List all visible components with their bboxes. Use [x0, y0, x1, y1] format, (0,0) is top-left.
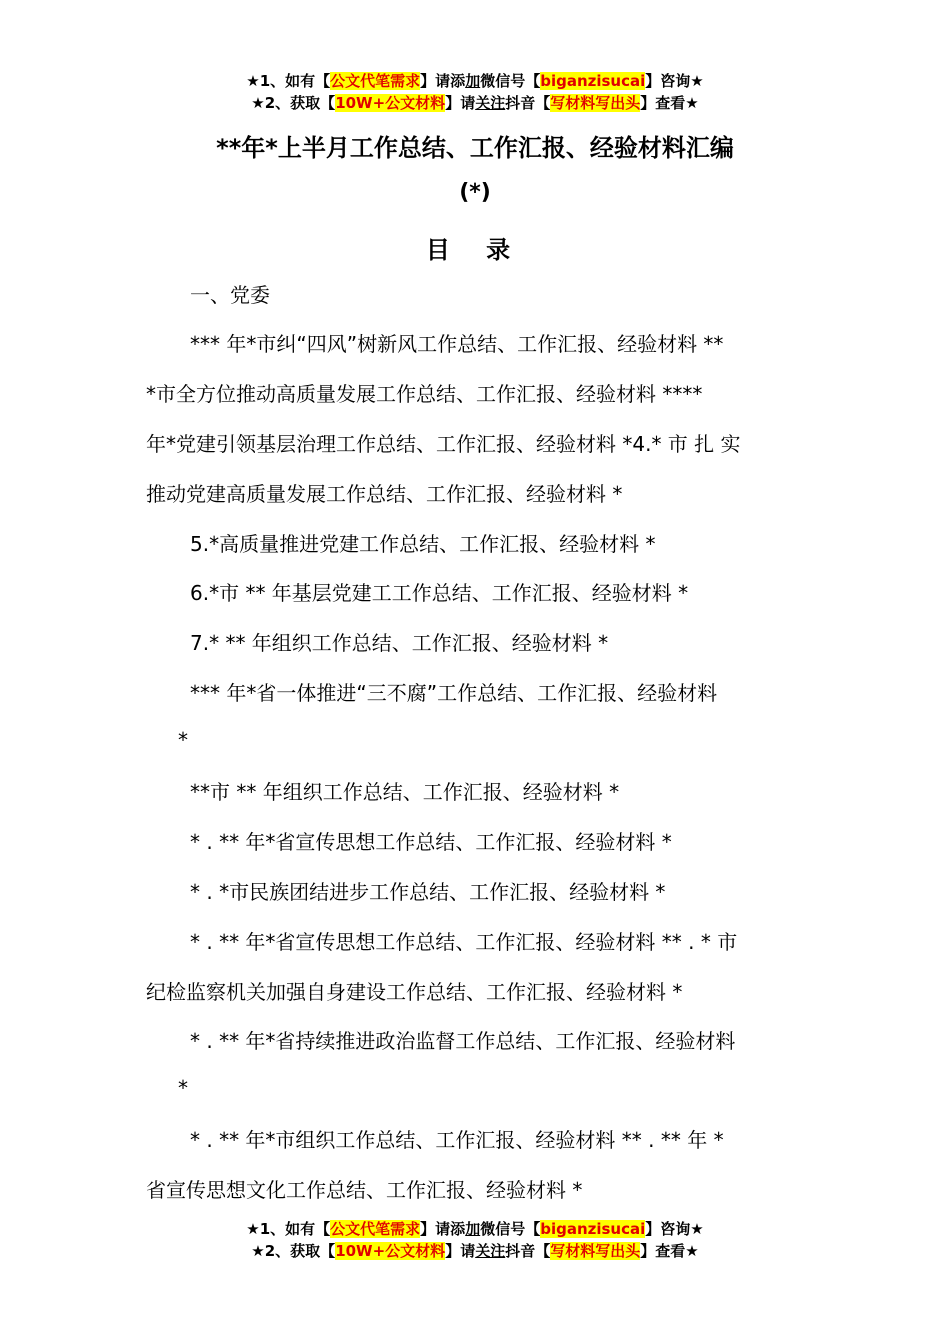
promo-underline: 关注: [475, 1242, 506, 1260]
promo-banner-bottom: [0, 1218, 950, 1262]
promo-text: ★1、如有【: [246, 1220, 331, 1238]
toc-line: 7.* ** 年组织工作总结、工作汇报、经验材料 *: [190, 631, 609, 655]
toc-heading: 目 录: [425, 236, 525, 264]
toc-line: 省宣传思想文化工作总结、工作汇报、经验材料 *: [146, 1178, 583, 1202]
promo-text: 抖音【: [505, 1242, 551, 1260]
promo-highlight: 公文代笔需求: [330, 1220, 421, 1238]
promo-line-2: [0, 1240, 950, 1262]
toc-line: 纪检监察机关加强自身建设工作总结、工作汇报、经验材料 *: [146, 980, 683, 1004]
promo-text: 】请: [445, 94, 476, 112]
toc-line: **市 ** 年组织工作总结、工作汇报、经验材料 *: [190, 780, 620, 804]
promo-text: 】请: [445, 1242, 476, 1260]
promo-text: ★1、如有【: [246, 72, 331, 90]
toc-line: *** 年*省一体推进“三不腐”工作总结、工作汇报、经验材料: [190, 681, 718, 705]
promo-highlight: 10W+公文材料: [335, 1242, 446, 1260]
promo-highlight-wechat: biganzisucai: [540, 72, 646, 90]
promo-text: 】查看★: [640, 94, 699, 112]
toc-line: * . ** 年*省宣传思想工作总结、工作汇报、经验材料 ** . * 市: [190, 930, 738, 954]
toc-line: * . ** 年*省持续推进政治监督工作总结、工作汇报、经验材料: [190, 1029, 736, 1053]
toc-line: *市全方位推动高质量发展工作总结、工作汇报、经验材料 ****: [146, 382, 703, 406]
toc-line: 年*党建引领基层治理工作总结、工作汇报、经验材料 *4.* 市 扎 实: [146, 432, 741, 456]
promo-banner-top: [0, 70, 950, 114]
toc-line: 6.*市 ** 年基层党建工工作总结、工作汇报、经验材料 *: [190, 581, 689, 605]
promo-text: 抖音【: [505, 94, 551, 112]
promo-line-2: [0, 92, 950, 114]
toc-line: *: [178, 728, 188, 752]
promo-highlight-wechat: biganzisucai: [540, 1220, 646, 1238]
toc-line: *: [178, 1076, 188, 1100]
toc-line: * . ** 年*市组织工作总结、工作汇报、经验材料 ** . ** 年 *: [190, 1128, 724, 1152]
promo-text: ★2、获取【: [251, 94, 336, 112]
toc-line: * . *市民族团结进步工作总结、工作汇报、经验材料 *: [190, 880, 666, 904]
document-title: **年*上半月工作总结、工作汇报、经验材料汇编: [216, 134, 734, 162]
promo-text: ★2、获取【: [251, 1242, 336, 1260]
promo-line-1: [0, 1218, 950, 1240]
promo-text: 】请添: [420, 72, 466, 90]
promo-text: 】咨询★: [645, 72, 704, 90]
promo-text: 微信号【: [480, 1220, 541, 1238]
toc-line: 推动党建高质量发展工作总结、工作汇报、经验材料 *: [146, 482, 623, 506]
promo-text: 】查看★: [640, 1242, 699, 1260]
promo-underline: 关注: [475, 94, 506, 112]
document-subtitle: (*): [459, 180, 491, 205]
promo-highlight-douyin: 写材料写出头: [550, 94, 641, 112]
promo-underline: 加: [465, 1220, 481, 1238]
promo-highlight-douyin: 写材料写出头: [550, 1242, 641, 1260]
promo-highlight: 公文代笔需求: [330, 72, 421, 90]
promo-highlight: 10W+公文材料: [335, 94, 446, 112]
promo-line-1: [0, 70, 950, 92]
promo-text: 微信号【: [480, 72, 541, 90]
toc-line: * . ** 年*省宣传思想工作总结、工作汇报、经验材料 *: [190, 830, 672, 854]
toc-line: 5.*高质量推进党建工作总结、工作汇报、经验材料 *: [190, 532, 656, 556]
toc-line: 一、党委: [190, 283, 270, 307]
toc-line: *** 年*市纠“四风”树新风工作总结、工作汇报、经验材料 **: [190, 332, 724, 356]
promo-text: 】请添: [420, 1220, 466, 1238]
promo-text: 】咨询★: [645, 1220, 704, 1238]
promo-underline: 加: [465, 72, 481, 90]
